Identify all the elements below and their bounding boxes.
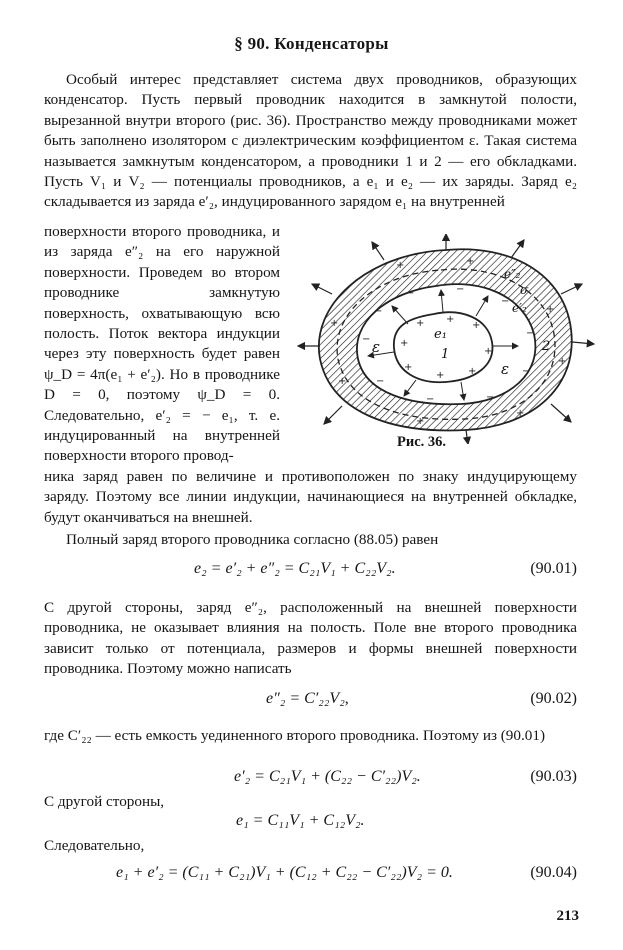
label-e1: e₁ xyxy=(434,327,447,342)
svg-text:−: − xyxy=(501,296,510,307)
figure-caption: Рис. 36. xyxy=(397,434,447,450)
svg-text:+: + xyxy=(466,256,475,267)
equation-90-03 xyxy=(44,768,577,792)
svg-text:−: − xyxy=(456,284,465,295)
paragraph-continuation xyxy=(44,467,577,551)
equation-90-01-formula: e₂ = e′₂ + e″₂ = C₂₁V₁ + C₂₂V₂. xyxy=(194,560,396,577)
paragraph-outer-charge xyxy=(44,598,577,680)
svg-text:+: + xyxy=(468,366,477,377)
paragraph-other-side xyxy=(44,792,577,812)
paragraph-capacity-text: где C′₂₂ — есть емкость уединенного второго проводника. Поэтому из (90.01) xyxy=(44,727,546,744)
svg-text:+: + xyxy=(338,376,347,387)
svg-text:−: − xyxy=(362,334,371,345)
label-e2pp: e″₂ xyxy=(504,267,521,281)
svg-text:+: + xyxy=(436,370,445,381)
paragraph-intro xyxy=(44,70,577,213)
svg-text:+: + xyxy=(416,416,425,427)
svg-text:−: − xyxy=(522,366,531,377)
equation-90-03-number: (90.03) xyxy=(530,768,577,785)
svg-text:+: + xyxy=(558,356,567,367)
paragraph-total-charge: Полный заряд второго проводника согласно (88.05) равен xyxy=(66,531,439,549)
svg-text:+: + xyxy=(484,346,493,357)
label-2: 2 xyxy=(542,339,551,354)
svg-text:+: + xyxy=(330,318,339,329)
svg-text:+: + xyxy=(400,338,409,349)
paragraph-capacity xyxy=(44,726,577,746)
paragraph-hence xyxy=(44,836,577,856)
paragraph-continuation-text: ника заряд равен по величине и противоположен по знаку индуцирующему заряду. Поэтому все линии индукции, начинающиеся на внутренней обкладке, будут оканчиваться на внешней. xyxy=(44,468,577,526)
label-1: 1 xyxy=(441,347,450,362)
equation-90-02-formula: e″₂ = C′₂₂V₂, xyxy=(266,690,349,707)
paragraph-wrap xyxy=(44,222,280,467)
equation-90-04 xyxy=(44,864,577,888)
paragraph-intro-text: Особый интерес представляет система двух проводников, образующих конденсатор. Пусть первый проводник находится в замкнутой полости, вырезанной внутри второго (рис. 36). Пространство между проводниками может быть заполнено изолятором с диэлектрическим коэффициентом ε. Такая система называется замкнутым конденсатором, а проводники 1 и 2 — его обкладками. Пусть V₁ и V₂ — потенциалы проводников, а e₁ и e₂ — их заряды. Заряд e₂ складывается из заряда e′₂, индуцированного зарядом e₁ на внутренней xyxy=(44,71,577,211)
svg-text:−: − xyxy=(526,328,535,339)
svg-text:−: − xyxy=(426,394,435,405)
label-eps-left: ε xyxy=(372,338,381,356)
svg-text:−: − xyxy=(374,306,383,317)
paragraph-hence-text: Следовательно, xyxy=(44,837,145,854)
label-e2p: e′₂ xyxy=(512,301,527,315)
equation-e1 xyxy=(44,812,577,836)
svg-text:−: − xyxy=(376,376,385,387)
label-sigma: σ xyxy=(520,283,529,297)
svg-text:+: + xyxy=(404,362,413,373)
equation-90-04-formula: e₁ + e′₂ = (C₁₁ + C₂₁)V₁ + (C₁₂ + C₂₂ − C′₂₂)V₂ = 0. xyxy=(116,864,453,881)
svg-text:+: + xyxy=(472,320,481,331)
svg-text:+: + xyxy=(416,318,425,329)
paragraph-wrap-text: поверхности второго проводника, и из заряда e″₂ на его наружной поверхности. Проведем во втором проводнике замкнутую поверхность, охватывающую всю полость. Поток вектора индукции через эту поверхность будет равен ψ_D = 4π(e₁ + e′₂). Но в проводнике D = 0, поэтому ψ_D = 0. Следовательно, e′₂ = − e₁, т. е. индуцированный на внутренней поверхности второго провод- xyxy=(44,223,280,465)
equation-90-01 xyxy=(44,560,577,584)
equation-e1-formula: e₁ = C₁₁V₁ + C₁₂V₂. xyxy=(236,812,365,829)
paragraph-outer-charge-text: С другой стороны, заряд e″₂, расположенный на внешней поверхности проводника, не оказывает влияния на полость. Поле вне второго проводника зависит только от потенциала, размеров и формы внешней поверхности проводника. Поэтому можно написать xyxy=(44,599,577,678)
equation-90-02 xyxy=(44,690,577,714)
svg-text:−: − xyxy=(486,392,495,403)
equation-90-03-formula: e′₂ = C₂₁V₁ + (C₂₂ − C′₂₂)V₂. xyxy=(234,768,421,785)
label-eps-right: ε xyxy=(501,360,510,378)
svg-text:+: + xyxy=(446,314,455,325)
svg-text:+: + xyxy=(516,408,525,419)
svg-text:−: − xyxy=(406,288,415,299)
section-title: § 90. Конденсаторы xyxy=(234,34,389,53)
page-number: 213 xyxy=(556,908,579,924)
paragraph-other-side-text: С другой стороны, xyxy=(44,793,165,810)
svg-text:+: + xyxy=(396,260,405,271)
svg-text:+: + xyxy=(546,304,555,315)
equation-90-04-number: (90.04) xyxy=(530,864,577,881)
figure-36-capacitor xyxy=(296,234,596,444)
equation-90-02-number: (90.02) xyxy=(530,690,577,707)
equation-90-01-number: (90.01) xyxy=(530,560,577,577)
